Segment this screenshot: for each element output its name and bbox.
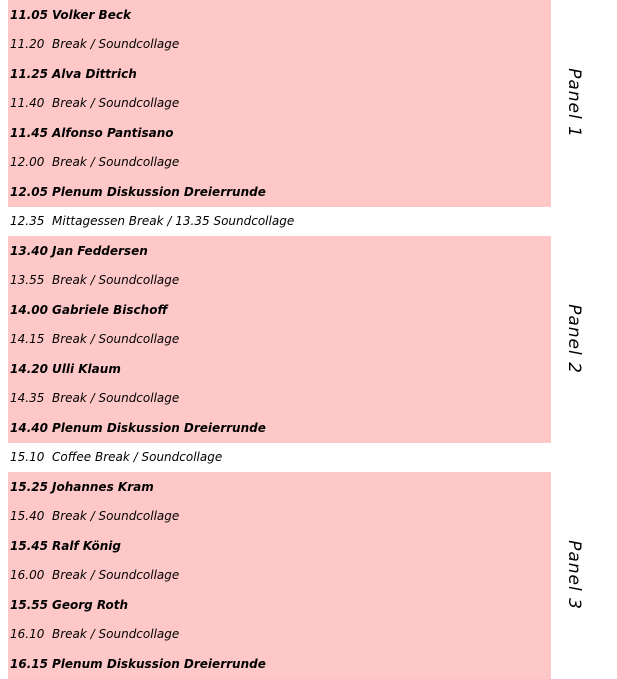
panel-label-text: Panel 1 [564,68,584,139]
row-time: 15.25 [10,479,48,494]
row-time: 15.55 [10,597,48,612]
row-title: Ulli Klaum [52,361,121,376]
schedule-row [8,59,551,89]
schedule-row [8,620,551,650]
row-time: 16.10 [10,627,45,642]
row-time: 12.05 [10,184,48,199]
panel-3 [8,472,617,679]
row-title: Break / Soundcollage [52,332,180,347]
schedule-row [8,649,551,679]
schedule-row [8,0,551,30]
panel-2 [8,236,617,443]
row-time: 12.35 [10,214,45,229]
row-title: Mittagessen Break / 13.35 Soundcollage [52,214,295,229]
row-time: 13.55 [10,273,45,288]
row-title: Alfonso Pantisano [52,125,174,140]
row-title: Alva Dittrich [52,66,137,81]
row-time: 14.20 [10,361,48,376]
schedule-row [8,177,551,207]
row-time: 11.45 [10,125,48,140]
row-title: Break / Soundcollage [52,391,180,406]
schedule-row [8,531,551,561]
row-title: Break / Soundcollage [52,509,180,524]
row-title: Break / Soundcollage [52,568,180,583]
schedule-row [8,590,551,620]
row-time: 14.15 [10,332,45,347]
schedule-row [8,89,551,119]
row-time: 15.45 [10,538,48,553]
row-title: Plenum Diskussion Dreierrunde [52,420,266,435]
row-title: Johannes Kram [52,479,154,494]
panel-label-text: Panel 3 [564,540,584,611]
break-row [8,207,551,237]
row-title: Coffee Break / Soundcollage [52,450,223,465]
schedule [8,0,617,679]
row-title: Gabriele Bischoff [52,302,168,317]
panel-label-text: Panel 2 [564,304,584,375]
schedule-row [8,118,551,148]
row-time: 14.35 [10,391,45,406]
schedule-row [8,413,551,443]
row-time: 14.40 [10,420,48,435]
schedule-row [8,472,551,502]
schedule-row [8,236,551,266]
row-title: Volker Beck [52,7,131,22]
schedule-row [8,325,551,355]
row-time: 11.25 [10,66,48,81]
schedule-row [8,384,551,414]
schedule-row [8,354,551,384]
row-title: Break / Soundcollage [52,273,180,288]
schedule-row [8,561,551,591]
schedule-row [8,266,551,296]
row-title: Plenum Diskussion Dreierrunde [52,184,266,199]
row-title: Break / Soundcollage [52,155,180,170]
row-title: Ralf König [52,538,121,553]
row-time: 14.00 [10,302,48,317]
row-time: 13.40 [10,243,48,258]
row-time: 11.20 [10,37,45,52]
schedule-row [8,30,551,60]
schedule-row [8,148,551,178]
row-time: 11.05 [10,7,48,22]
row-title: Break / Soundcollage [52,37,180,52]
schedule-row [8,502,551,532]
row-title: Break / Soundcollage [52,627,180,642]
row-title: Plenum Diskussion Dreierrunde [52,656,266,671]
row-time: 11.40 [10,96,45,111]
break-row [8,443,551,473]
row-title: Jan Feddersen [52,243,148,258]
row-title: Georg Roth [52,597,129,612]
row-time: 12.00 [10,155,45,170]
row-time: 16.15 [10,656,48,671]
schedule-row [8,295,551,325]
row-time: 15.10 [10,450,45,465]
panel-1 [8,0,617,207]
row-time: 15.40 [10,509,45,524]
row-time: 16.00 [10,568,45,583]
row-title: Break / Soundcollage [52,96,180,111]
